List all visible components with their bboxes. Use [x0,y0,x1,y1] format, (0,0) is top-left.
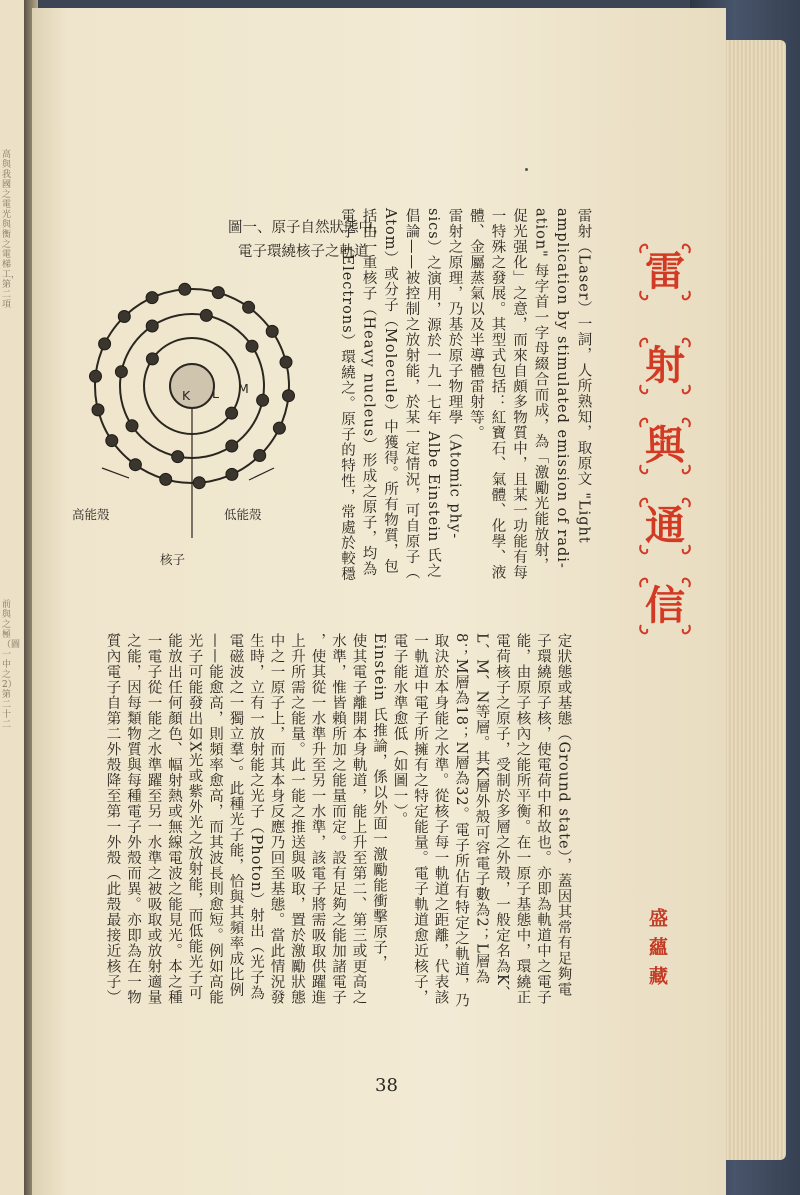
text-column: 生時，立有一放射能之光子（Photon）射出（光子為 [248,633,264,1001]
text-column: 取決於本身能之水準。從核子每一軌道之距離，代表該 [432,633,449,1005]
electron-dot [226,440,238,452]
title-char: 通 [645,502,685,549]
text-column: Atom）或分子（Molecule）中獲得。所有物質，包 [382,208,398,574]
electron-dot [179,283,191,295]
electron-dot [118,311,130,323]
text-column: 雷射（Laser）一詞，人所熟知，取原文 "Light [575,208,592,544]
electron-dot [283,390,295,402]
pointer-low [249,468,274,480]
text-column: 子環繞原子核，使電荷中和故也。亦即為軌道中之電子 [535,633,551,1005]
electron-dot [193,477,205,489]
figure-caption-line2: 電子環繞核子之軌道 [238,244,369,260]
electron-dot [246,340,258,352]
nucleus-circle [170,364,214,408]
text-column: Einstein 氏推論，係以外面一激勵能衝擊原子， [371,633,387,971]
pointer-high [102,468,129,478]
shell-l-label: L [212,386,219,401]
electron-dot [280,356,292,368]
left-page-fragment: 前與之極（圖一中之2）第二十二 [2,600,21,730]
text-column: 一電子從一能之水準躍至另一水準之被吸取或放射適量 [145,633,162,1005]
text-column: 8；M層為18；N層為32。電子所佔有特定之軌道，乃 [453,633,469,1009]
text-column: 質內電子自第二外殼降至第一外殼（此殼最接近核子） [104,633,121,1005]
text-column: 雷射之原理，乃基於原子物理學（Atomic phy- [446,208,463,540]
atom-orbits [90,283,295,538]
electron-dot [257,394,269,406]
text-column: 一特殊之發展。其型式包括：紅寶石、氣體、化學、液 [489,208,506,580]
book-page [32,8,726,1195]
text-column: sics）之演用，源於一九一七年 Albe Einstein 氏之 [425,208,441,579]
text-column: 電磁波之一獨立羣）。此種光子能，恰與其頻率成比例 [227,633,244,998]
label-low-shell: 低能殼 [224,507,262,522]
electron-dot [90,370,102,382]
electron-dot [99,338,111,350]
text-column: ——能愈高，則頻率愈高，而其波長則愈短。例如高能 [207,633,223,1005]
electron-dot [200,309,212,321]
electron-dot [226,407,238,419]
title-char: 信 [645,582,685,629]
electron-dot [126,420,138,432]
electron-dot [266,325,278,337]
text-column: 能放出任何顏色、幅射熱或無線電波之能見光。本之種 [166,633,182,1005]
electron-dot [106,435,118,447]
electron-dot [254,450,266,462]
text-column: 倡論——被控制之放射能，於某一定情況，可自原子（ [403,208,420,580]
text-column: 電子（Electrons）環繞之。原子的特性，常處於較穩 [339,208,355,582]
text-column: 光子可能發出如X光或紫外光之放射能，而低能光子可 [186,633,203,1001]
title-char: 雷 [645,248,685,295]
text-column: 之能，因每類物質與每種電子外殼而異。亦即為在一物 [125,633,141,1005]
atom-diagram [74,258,314,578]
text-column: ation" 每字首一字母綴合而成，為「激勵光能放射， [532,208,549,574]
shell-m-label: M [238,381,249,396]
electron-dot [212,287,224,299]
label-high-shell: 高能殼 [72,507,110,522]
electron-dot [172,451,184,463]
page-number: 38 [375,1075,398,1096]
text-column: 電荷核子之原子，受制於多層之外殼，一般定名為K、 [494,633,510,1002]
text-column: 能，由原子核內之能所平衡。在一原子基態中，環繞正 [514,633,531,1005]
text-column: amplication by stimulated emission of radi- [554,208,570,569]
electron-dot [160,473,172,485]
text-column: L、M、N等層。其K層外殼可容電子數為2；L層為 [473,633,490,985]
left-page-fragment: 高與我國之電光與衡之電梯工，第二項 [2,150,21,310]
text-column: 中之一原子上，而其本身反應乃回至基態。當此情況發 [268,633,285,1005]
title-char: 射 [645,342,685,389]
text-column: 一軌道中電子所擁有之特定能量。電子軌道愈近核子， [412,633,428,1005]
electron-dot [146,320,158,332]
text-column: 水準，惟皆賴所加之能量而定。設有足夠之能加諸電子 [330,633,346,1005]
electron-dot [115,366,127,378]
text-column: 上升所需之能量。此一能之推送與吸取，置於激勵狀態 [289,633,305,1005]
electron-dot [129,459,141,471]
text-column: 使其電子離開本身軌道，能上升至第二、第三或更高之 [350,633,367,1005]
electron-dot [273,422,285,434]
electron-dot [243,301,255,313]
electron-dot [226,468,238,480]
speck [525,168,528,171]
text-column: 定狀態或基態（Ground state），蓋因其常有足夠電 [555,633,572,998]
text-column: 電子能水準愈低（如圖一）。 [391,633,408,828]
text-column: 括由一重核子（Heavy nucleus）形成之原子，均為 [360,208,377,577]
shell-k-label: K [182,388,191,403]
title-char: 與 [645,422,685,469]
figure-caption-line1: 圖一、原子自然狀態中， [228,220,388,236]
author-name: 盛蘊藏 [646,908,668,995]
text-column: 體、金屬蒸氣以及半導體雷射等。 [468,208,484,441]
electron-dot [92,404,104,416]
electron-dot [146,353,158,365]
text-column: ，使其從一水準升至另一水準，該電子將需吸取供躍進 [309,633,326,1005]
electron-dot [146,292,158,304]
label-nucleus: 核子 [160,552,186,567]
text-column: 促光强化」之意，而來自頗多物質中，且某一功能有每 [511,208,527,580]
